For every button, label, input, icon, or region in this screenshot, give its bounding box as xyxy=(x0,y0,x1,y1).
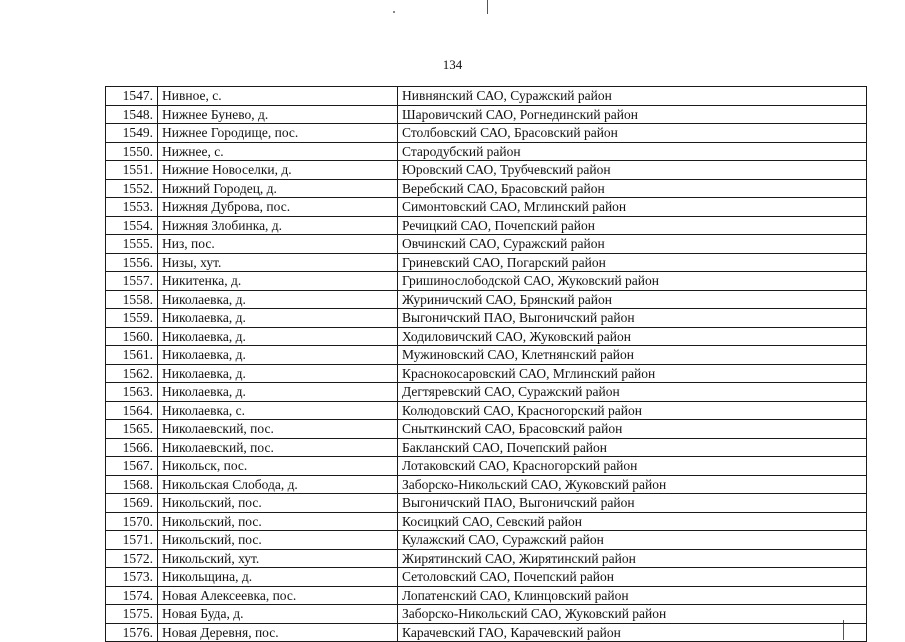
row-number: 1563. xyxy=(106,383,158,402)
district-name: Гришинослободской САО, Жуковский район xyxy=(398,272,867,291)
settlement-name: Никольская Слобода, д. xyxy=(158,475,398,494)
row-number: 1549. xyxy=(106,124,158,143)
row-number: 1557. xyxy=(106,272,158,291)
row-number: 1547. xyxy=(106,87,158,106)
district-name: Жирятинский САО, Жирятинский район xyxy=(398,549,867,568)
row-number: 1561. xyxy=(106,346,158,365)
district-name: Мужиновский САО, Клетнянский район xyxy=(398,346,867,365)
table-row xyxy=(106,253,867,272)
district-name: Заборско-Никольский САО, Жуковский район xyxy=(398,605,867,624)
table-row xyxy=(106,420,867,439)
district-name: Выгоничский ПАО, Выгоничский район xyxy=(398,494,867,513)
row-number: 1572. xyxy=(106,549,158,568)
district-name: Сныткинский САО, Брасовский район xyxy=(398,420,867,439)
district-name: Речицкий САО, Почепский район xyxy=(398,216,867,235)
district-name: Краснокосаровский САО, Мглинский район xyxy=(398,364,867,383)
district-name: Выгоничский ПАО, Выгоничский район xyxy=(398,309,867,328)
settlement-name: Нижнее Городище, пос. xyxy=(158,124,398,143)
settlement-name: Низы, хут. xyxy=(158,253,398,272)
table-row xyxy=(106,475,867,494)
row-number: 1576. xyxy=(106,623,158,642)
settlement-name: Новая Буда, д. xyxy=(158,605,398,624)
row-number: 1551. xyxy=(106,161,158,180)
settlement-name: Николаевский, пос. xyxy=(158,420,398,439)
district-name: Сетоловский САО, Почепский район xyxy=(398,568,867,587)
settlement-name: Николаевка, д. xyxy=(158,383,398,402)
row-number: 1570. xyxy=(106,512,158,531)
table-row xyxy=(106,309,867,328)
district-name: Шаровичский САО, Рогнединский район xyxy=(398,105,867,124)
page-number: 134 xyxy=(442,57,463,72)
table-row xyxy=(106,605,867,624)
row-number: 1552. xyxy=(106,179,158,198)
settlement-name: Нижний Городец, д. xyxy=(158,179,398,198)
table-row xyxy=(106,401,867,420)
row-number: 1573. xyxy=(106,568,158,587)
scan-artifact-top xyxy=(487,0,488,14)
settlement-name: Николаевка, д. xyxy=(158,309,398,328)
row-number: 1555. xyxy=(106,235,158,254)
row-number: 1550. xyxy=(106,142,158,161)
table-row xyxy=(106,586,867,605)
row-number: 1568. xyxy=(106,475,158,494)
settlement-name: Никольский, пос. xyxy=(158,531,398,550)
settlement-name: Николаевка, д. xyxy=(158,346,398,365)
settlement-name: Никольский, хут. xyxy=(158,549,398,568)
district-name: Стародубский район xyxy=(398,142,867,161)
district-name: Заборско-Никольский САО, Жуковский район xyxy=(398,475,867,494)
table-row xyxy=(106,179,867,198)
table-row xyxy=(106,346,867,365)
row-number: 1554. xyxy=(106,216,158,235)
district-name: Колюдовский САО, Красногорский район xyxy=(398,401,867,420)
settlement-name: Новая Алексеевка, пос. xyxy=(158,586,398,605)
table-row xyxy=(106,383,867,402)
row-number: 1571. xyxy=(106,531,158,550)
settlement-name: Николаевский, пос. xyxy=(158,438,398,457)
district-name: Карачевский ГАО, Карачевский район xyxy=(398,623,867,642)
district-name: Симонтовский САО, Мглинский район xyxy=(398,198,867,217)
district-name: Нивнянский САО, Суражский район xyxy=(398,87,867,106)
settlements-table-body xyxy=(106,87,867,642)
settlement-name: Нижняя Злобинка, д. xyxy=(158,216,398,235)
district-name: Бакланский САО, Почепский район xyxy=(398,438,867,457)
settlement-name: Новая Деревня, пос. xyxy=(158,623,398,642)
table-row xyxy=(106,216,867,235)
row-number: 1574. xyxy=(106,586,158,605)
table-row xyxy=(106,512,867,531)
table-row xyxy=(106,124,867,143)
row-number: 1567. xyxy=(106,457,158,476)
district-name: Кулажский САО, Суражский район xyxy=(398,531,867,550)
settlement-name: Николаевка, с. xyxy=(158,401,398,420)
settlement-name: Нижняя Дуброва, пос. xyxy=(158,198,398,217)
row-number: 1556. xyxy=(106,253,158,272)
table-row xyxy=(106,87,867,106)
table-row xyxy=(106,161,867,180)
row-number: 1560. xyxy=(106,327,158,346)
settlement-name: Нижние Новоселки, д. xyxy=(158,161,398,180)
row-number: 1565. xyxy=(106,420,158,439)
row-number: 1559. xyxy=(106,309,158,328)
district-name: Косицкий САО, Севский район xyxy=(398,512,867,531)
district-name: Овчинский САО, Суражский район xyxy=(398,235,867,254)
row-number: 1562. xyxy=(106,364,158,383)
scan-artifact-dot xyxy=(393,11,395,13)
district-name: Веребский САО, Брасовский район xyxy=(398,179,867,198)
district-name: Гриневский САО, Погарский район xyxy=(398,253,867,272)
settlement-name: Нижнее Бунево, д. xyxy=(158,105,398,124)
row-number: 1558. xyxy=(106,290,158,309)
table-row xyxy=(106,272,867,291)
settlement-name: Никольщина, д. xyxy=(158,568,398,587)
table-row xyxy=(106,494,867,513)
row-number: 1548. xyxy=(106,105,158,124)
table-row xyxy=(106,549,867,568)
table-row xyxy=(106,327,867,346)
settlement-name: Низ, пос. xyxy=(158,235,398,254)
row-number: 1575. xyxy=(106,605,158,624)
settlement-name: Никольский, пос. xyxy=(158,512,398,531)
table-row xyxy=(106,623,867,642)
settlements-table xyxy=(105,86,867,642)
table-row xyxy=(106,531,867,550)
settlement-name: Никитенка, д. xyxy=(158,272,398,291)
settlement-name: Никольск, пос. xyxy=(158,457,398,476)
table-row xyxy=(106,235,867,254)
district-name: Лотаковский САО, Красногорский район xyxy=(398,457,867,476)
table-row xyxy=(106,568,867,587)
settlement-name: Нивное, с. xyxy=(158,87,398,106)
row-number: 1553. xyxy=(106,198,158,217)
district-name: Лопатенский САО, Клинцовский район xyxy=(398,586,867,605)
table-row xyxy=(106,290,867,309)
district-name: Дегтяревский САО, Суражский район xyxy=(398,383,867,402)
table-row xyxy=(106,142,867,161)
district-name: Столбовский САО, Брасовский район xyxy=(398,124,867,143)
row-number: 1566. xyxy=(106,438,158,457)
table-row xyxy=(106,457,867,476)
row-number: 1569. xyxy=(106,494,158,513)
district-name: Юровский САО, Трубчевский район xyxy=(398,161,867,180)
table-row xyxy=(106,364,867,383)
district-name: Журиничский САО, Брянский район xyxy=(398,290,867,309)
table-row xyxy=(106,438,867,457)
settlement-name: Нижнее, с. xyxy=(158,142,398,161)
settlement-name: Николаевка, д. xyxy=(158,290,398,309)
settlement-name: Николаевка, д. xyxy=(158,327,398,346)
settlement-name: Никольский, пос. xyxy=(158,494,398,513)
table-row xyxy=(106,105,867,124)
district-name: Ходиловичский САО, Жуковский район xyxy=(398,327,867,346)
settlement-name: Николаевка, д. xyxy=(158,364,398,383)
row-number: 1564. xyxy=(106,401,158,420)
table-row xyxy=(106,198,867,217)
